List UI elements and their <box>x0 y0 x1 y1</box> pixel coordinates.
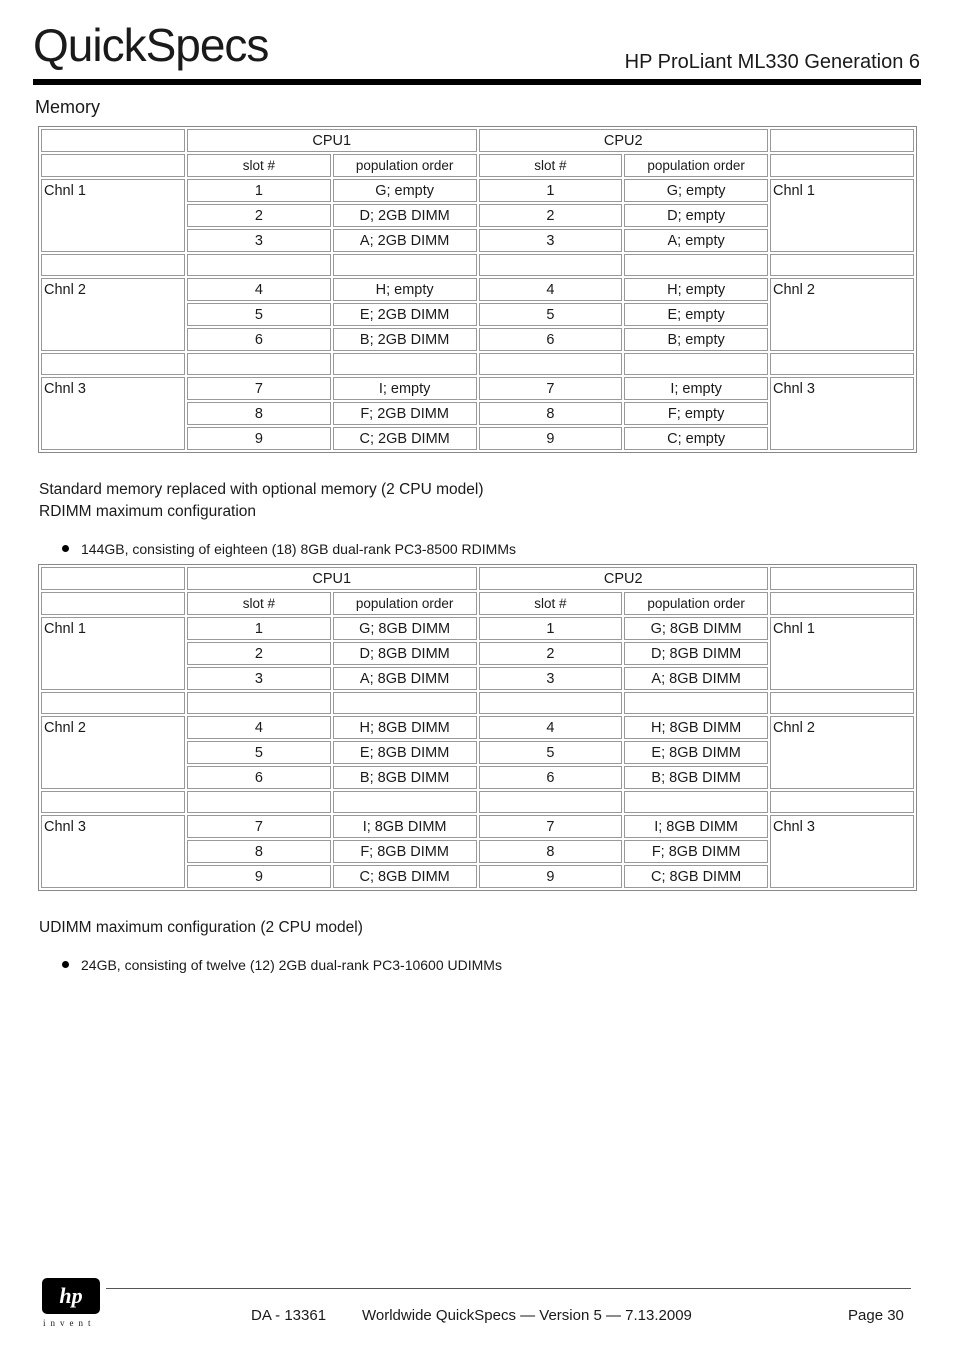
cpu1-order-cell: A; 2GB DIMM <box>333 229 477 252</box>
spacer-cell <box>479 692 623 714</box>
header-blank-cell <box>770 154 914 177</box>
bullet-dot-icon <box>62 961 69 968</box>
spacer-cell <box>770 254 914 276</box>
footer-rule <box>106 1288 911 1289</box>
cpu2-slot-cell: 9 <box>479 427 623 450</box>
population-order-header: population order <box>624 154 768 177</box>
cpu1-order-cell: I; 8GB DIMM <box>333 815 477 838</box>
cpu1-order-cell: H; 8GB DIMM <box>333 716 477 739</box>
cpu1-order-cell: F; 2GB DIMM <box>333 402 477 425</box>
cpu1-slot-cell: 4 <box>187 716 331 739</box>
paragraph-optional-memory <box>39 479 484 523</box>
cpu1-slot-cell: 5 <box>187 741 331 764</box>
population-order-header: population order <box>624 592 768 615</box>
cpu2-order-cell: B; empty <box>624 328 768 351</box>
footer-page: Page 30 <box>848 1307 904 1324</box>
cpu2-slot-cell: 7 <box>479 815 623 838</box>
header-blank-cell <box>41 154 185 177</box>
cpu2-order-cell: C; 8GB DIMM <box>624 865 768 888</box>
spacer-cell <box>187 692 331 714</box>
paragraph-line: RDIMM maximum configuration <box>39 503 257 520</box>
cpu2-header: CPU2 <box>479 129 769 152</box>
spacer-cell <box>624 254 768 276</box>
paragraph-line: Standard memory replaced with optional memory (2 CPU model) <box>39 481 484 498</box>
spacer-cell <box>479 254 623 276</box>
spacer-row <box>41 692 914 714</box>
header-blank-cell <box>770 567 914 590</box>
cpu2-slot-cell: 9 <box>479 865 623 888</box>
population-order-header: population order <box>333 154 477 177</box>
cpu1-slot-cell: 7 <box>187 377 331 400</box>
brand-title: QuickSpecs <box>33 19 269 71</box>
cpu2-slot-cell: 8 <box>479 840 623 863</box>
cpu1-header: CPU1 <box>187 129 477 152</box>
cpu2-slot-cell: 3 <box>479 229 623 252</box>
spacer-cell <box>41 692 185 714</box>
channel-label: Chnl 1 <box>41 179 185 252</box>
slot-header: slot # <box>479 592 623 615</box>
cpu1-slot-cell: 6 <box>187 766 331 789</box>
footer-doc-id: DA - 13361 <box>251 1307 327 1324</box>
table-row <box>41 617 914 640</box>
cpu2-order-cell: G; 8GB DIMM <box>624 617 768 640</box>
spacer-cell <box>41 353 185 375</box>
channel-label: Chnl 1 <box>770 617 914 690</box>
spacer-row <box>41 254 914 276</box>
channel-label: Chnl 1 <box>41 617 185 690</box>
header-blank-cell <box>41 129 185 152</box>
cpu1-slot-cell: 3 <box>187 229 331 252</box>
cpu1-order-cell: H; empty <box>333 278 477 301</box>
cpu2-slot-cell: 2 <box>479 204 623 227</box>
invent-tagline: invent <box>43 1318 96 1328</box>
cpu2-order-cell: H; empty <box>624 278 768 301</box>
cpu1-slot-cell: 8 <box>187 840 331 863</box>
memory-table-standard <box>38 126 917 453</box>
table-row <box>41 278 914 301</box>
cpu2-order-cell: G; empty <box>624 179 768 202</box>
product-name: HP ProLiant ML330 Generation 6 <box>624 51 920 73</box>
table-row <box>41 377 914 400</box>
channel-label: Chnl 3 <box>41 815 185 888</box>
bullet-udimm <box>62 957 502 973</box>
table-subheader-row <box>41 154 914 177</box>
spacer-cell <box>770 692 914 714</box>
hp-logo-text: hp <box>59 1283 83 1308</box>
header-blank-cell <box>41 567 185 590</box>
cpu1-slot-cell: 9 <box>187 427 331 450</box>
cpu1-order-cell: C; 2GB DIMM <box>333 427 477 450</box>
spacer-cell <box>187 791 331 813</box>
cpu2-order-cell: I; 8GB DIMM <box>624 815 768 838</box>
cpu2-order-cell: E; empty <box>624 303 768 326</box>
cpu1-order-cell: B; 2GB DIMM <box>333 328 477 351</box>
channel-label: Chnl 3 <box>41 377 185 450</box>
header-rule <box>33 79 921 85</box>
spacer-row <box>41 353 914 375</box>
spacer-cell <box>479 353 623 375</box>
cpu1-order-cell: B; 8GB DIMM <box>333 766 477 789</box>
cpu2-slot-cell: 6 <box>479 328 623 351</box>
cpu2-slot-cell: 2 <box>479 642 623 665</box>
population-order-header: population order <box>333 592 477 615</box>
cpu2-order-cell: A; empty <box>624 229 768 252</box>
cpu2-order-cell: D; empty <box>624 204 768 227</box>
spacer-cell <box>624 692 768 714</box>
cpu1-slot-cell: 3 <box>187 667 331 690</box>
spacer-cell <box>333 254 477 276</box>
cpu1-order-cell: I; empty <box>333 377 477 400</box>
cpu2-order-cell: C; empty <box>624 427 768 450</box>
cpu2-slot-cell: 5 <box>479 303 623 326</box>
cpu2-slot-cell: 6 <box>479 766 623 789</box>
cpu2-order-cell: F; 8GB DIMM <box>624 840 768 863</box>
spacer-cell <box>479 791 623 813</box>
slot-header: slot # <box>479 154 623 177</box>
spacer-cell <box>624 353 768 375</box>
cpu2-order-cell: E; 8GB DIMM <box>624 741 768 764</box>
section-title: Memory <box>35 97 101 117</box>
cpu1-order-cell: G; 8GB DIMM <box>333 617 477 640</box>
table-row <box>41 815 914 838</box>
slot-header: slot # <box>187 592 331 615</box>
cpu1-slot-cell: 2 <box>187 642 331 665</box>
cpu1-order-cell: C; 8GB DIMM <box>333 865 477 888</box>
cpu2-slot-cell: 1 <box>479 179 623 202</box>
cpu2-order-cell: B; 8GB DIMM <box>624 766 768 789</box>
channel-label: Chnl 3 <box>770 377 914 450</box>
cpu2-slot-cell: 8 <box>479 402 623 425</box>
cpu1-slot-cell: 1 <box>187 179 331 202</box>
table-header-row <box>41 567 914 590</box>
cpu1-slot-cell: 6 <box>187 328 331 351</box>
spacer-cell <box>624 791 768 813</box>
table-row <box>41 179 914 202</box>
cpu1-slot-cell: 5 <box>187 303 331 326</box>
cpu1-slot-cell: 9 <box>187 865 331 888</box>
cpu1-order-cell: E; 2GB DIMM <box>333 303 477 326</box>
cpu2-slot-cell: 7 <box>479 377 623 400</box>
cpu2-order-cell: I; empty <box>624 377 768 400</box>
cpu2-slot-cell: 4 <box>479 716 623 739</box>
cpu1-slot-cell: 2 <box>187 204 331 227</box>
bullet-dot-icon <box>62 545 69 552</box>
cpu1-order-cell: D; 2GB DIMM <box>333 204 477 227</box>
footer-title: Worldwide QuickSpecs — Version 5 — 7.13.2009 <box>362 1307 692 1324</box>
cpu2-slot-cell: 3 <box>479 667 623 690</box>
bullet-rdimm <box>62 541 516 557</box>
cpu1-slot-cell: 1 <box>187 617 331 640</box>
cpu1-order-cell: F; 8GB DIMM <box>333 840 477 863</box>
cpu2-order-cell: F; empty <box>624 402 768 425</box>
spacer-cell <box>41 254 185 276</box>
cpu1-order-cell: D; 8GB DIMM <box>333 642 477 665</box>
hp-logo <box>41 1277 101 1315</box>
cpu2-header: CPU2 <box>479 567 769 590</box>
table-header-row <box>41 129 914 152</box>
channel-label: Chnl 1 <box>770 179 914 252</box>
cpu2-order-cell: H; 8GB DIMM <box>624 716 768 739</box>
memory-table-rdimm <box>38 564 917 891</box>
channel-label: Chnl 2 <box>770 278 914 351</box>
header-blank-cell <box>770 592 914 615</box>
cpu2-slot-cell: 4 <box>479 278 623 301</box>
cpu1-header: CPU1 <box>187 567 477 590</box>
spacer-cell <box>41 791 185 813</box>
cpu2-order-cell: A; 8GB DIMM <box>624 667 768 690</box>
spacer-cell <box>333 353 477 375</box>
cpu1-order-cell: E; 8GB DIMM <box>333 741 477 764</box>
cpu1-slot-cell: 7 <box>187 815 331 838</box>
channel-label: Chnl 3 <box>770 815 914 888</box>
header-blank-cell <box>770 129 914 152</box>
spacer-cell <box>187 353 331 375</box>
spacer-cell <box>770 791 914 813</box>
cpu1-slot-cell: 4 <box>187 278 331 301</box>
cpu2-order-cell: D; 8GB DIMM <box>624 642 768 665</box>
bullet-text: 144GB, consisting of eighteen (18) 8GB dual-rank PC3-8500 RDIMMs <box>81 541 516 557</box>
spacer-cell <box>333 692 477 714</box>
channel-label: Chnl 2 <box>41 716 185 789</box>
table-subheader-row <box>41 592 914 615</box>
cpu2-slot-cell: 1 <box>479 617 623 640</box>
bullet-text: 24GB, consisting of twelve (12) 2GB dual-rank PC3-10600 UDIMMs <box>81 957 502 973</box>
channel-label: Chnl 2 <box>41 278 185 351</box>
spacer-row <box>41 791 914 813</box>
cpu1-order-cell: G; empty <box>333 179 477 202</box>
cpu1-order-cell: A; 8GB DIMM <box>333 667 477 690</box>
table-row <box>41 716 914 739</box>
cpu1-slot-cell: 8 <box>187 402 331 425</box>
slot-header: slot # <box>187 154 331 177</box>
header-blank-cell <box>41 592 185 615</box>
spacer-cell <box>770 353 914 375</box>
spacer-cell <box>333 791 477 813</box>
paragraph-udimm: UDIMM maximum configuration (2 CPU model) <box>39 919 363 936</box>
cpu2-slot-cell: 5 <box>479 741 623 764</box>
channel-label: Chnl 2 <box>770 716 914 789</box>
spacer-cell <box>187 254 331 276</box>
